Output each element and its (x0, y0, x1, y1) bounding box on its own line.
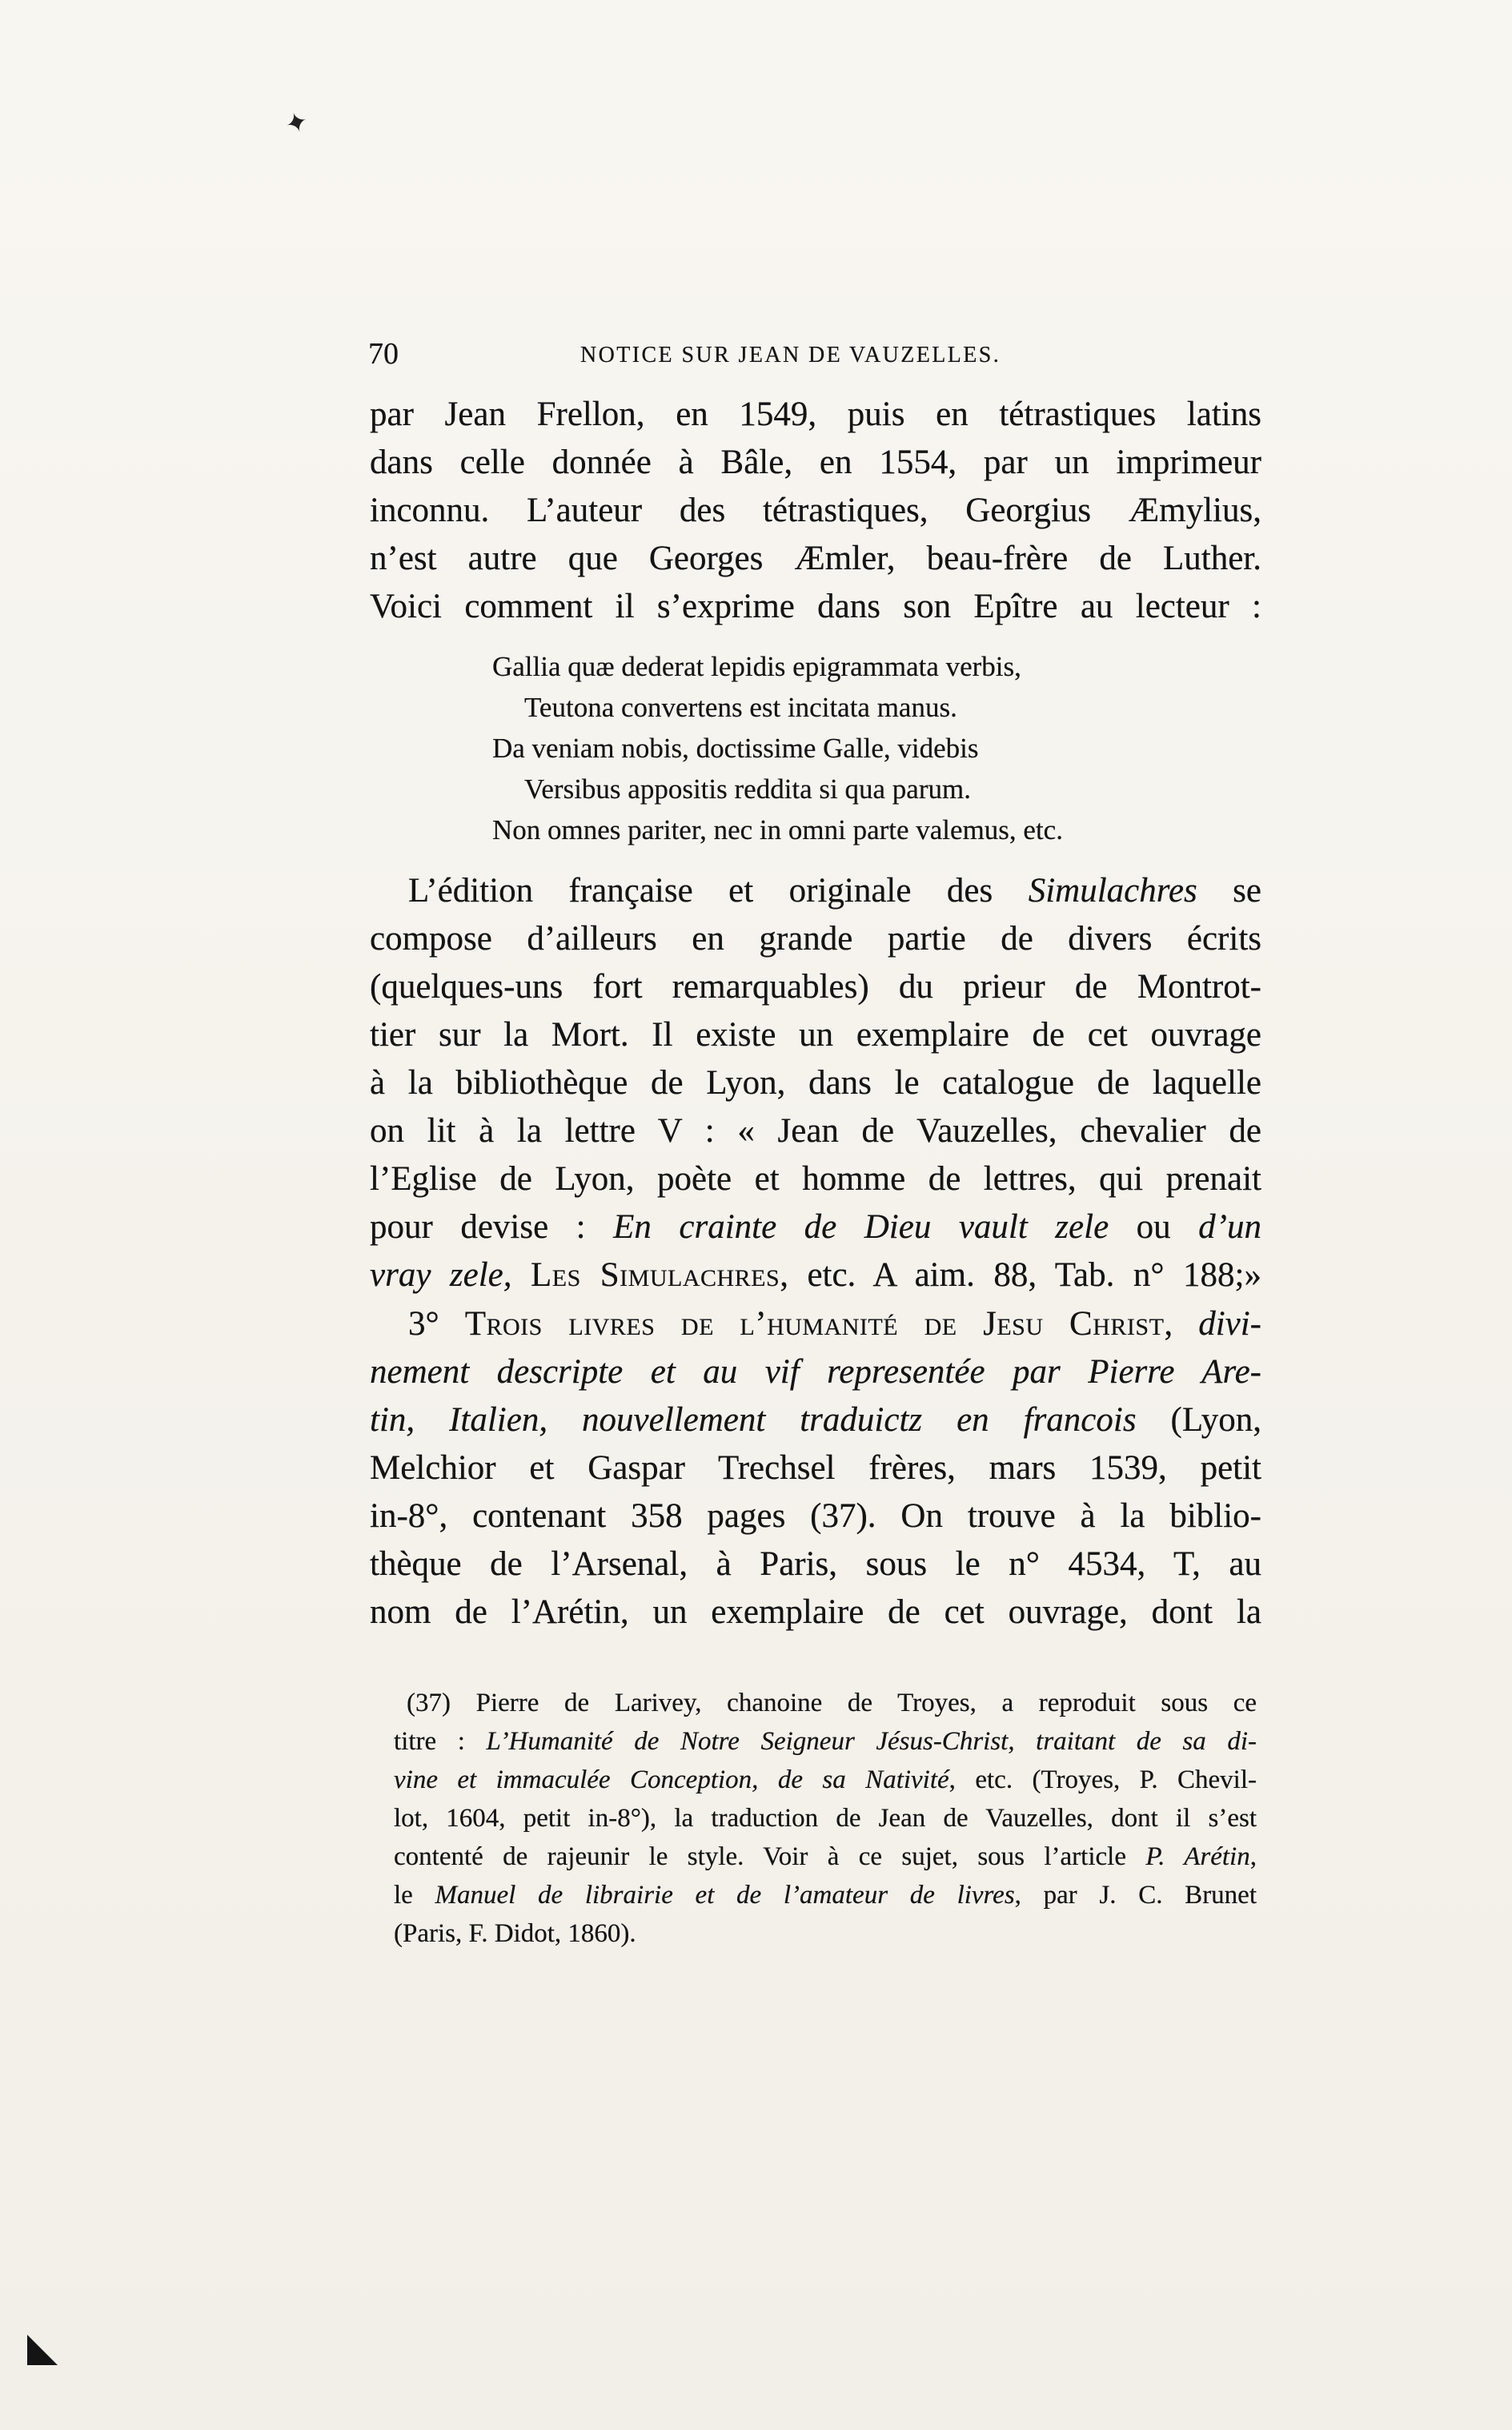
text-line: inconnu. L’auteur des tétrastiques, Georgius Æmylius, (370, 492, 1261, 529)
paragraph-1 (370, 391, 1261, 631)
ink-speck-mark: ✦ (281, 106, 313, 142)
page-number: 70 (368, 337, 399, 371)
paragraph-2 (370, 867, 1261, 1299)
text-line (370, 1203, 1261, 1251)
text-fragment: , etc. A aim. 88, Tab. n° 188;» (780, 1256, 1261, 1294)
text-fragment: (Lyon, (1136, 1401, 1261, 1439)
footnote-line: lot, 1604, petit in-8°), la traduction de Jean de Vauzelles, dont il s’est (394, 1804, 1257, 1833)
text-line (370, 867, 1261, 915)
italic-title: vine et immaculée Conception, de sa Nativité (394, 1765, 949, 1794)
text-line: nom de l’Arétin, un exemplaire de cet ouvrage, dont la (370, 1593, 1261, 1631)
italic-fragment: vray zele, (370, 1256, 512, 1294)
italic-fragment: P. Arétin (1145, 1842, 1250, 1871)
verse-line: Teutona convertens est incitata manus. (524, 692, 957, 723)
text-fragment: , (1164, 1305, 1199, 1343)
italic-fragment: nement descripte et au vif representée par Pierre Are- (370, 1353, 1261, 1391)
paragraph-3 (370, 1300, 1261, 1637)
text-line: Voici comment il s’exprime dans son Epître au lecteur : (370, 588, 1261, 625)
text-line: l’Eglise de Lyon, poète et homme de lettres, qui prenait (370, 1160, 1261, 1198)
text-fragment: , par J. C. Brunet (1014, 1881, 1257, 1910)
text-fragment: L’édition française et originale des (408, 872, 1029, 910)
text-line: dans celle donnée à Bâle, en 1554, par un imprimeur (370, 444, 1261, 481)
footnote-line (394, 1761, 1257, 1799)
page-header (368, 336, 1265, 376)
text-line: Melchior et Gaspar Trechsel frères, mars 1539, petit (370, 1449, 1261, 1487)
text-fragment: pour devise : (370, 1208, 614, 1246)
text-line (370, 1396, 1261, 1444)
text-line: thèque de l’Arsenal, à Paris, sous le n° 4534, T, au (370, 1545, 1261, 1583)
italic-title: Simulachres (1028, 872, 1197, 910)
italic-fragment: divi- (1198, 1305, 1261, 1343)
footnote-line (394, 1722, 1257, 1761)
footnote-line: (Paris, F. Didot, 1860). (394, 1919, 636, 1948)
italic-motto: En crainte de Dieu vault zele (613, 1208, 1109, 1246)
italic-fragment: d’un (1198, 1208, 1261, 1246)
text-line: à la bibliothèque de Lyon, dans le catalogue de laquelle (370, 1064, 1261, 1102)
italic-title: Manuel de librairie et de l’amateur de livres (435, 1881, 1015, 1910)
text-fragment: titre : (394, 1727, 487, 1756)
text-fragment: ou (1109, 1208, 1199, 1246)
text-fragment: se (1197, 872, 1261, 910)
footnote-line (394, 1876, 1257, 1914)
italic-fragment: tin, Italien, nouvellement traduictz en francois (370, 1401, 1137, 1439)
text-line: in-8°, contenant 358 pages (37). On trouve à la biblio- (370, 1497, 1261, 1535)
corner-triangle-mark (27, 2335, 58, 2365)
text-fragment: contenté de rajeunir le style. Voir à ce sujet, sous l’article (394, 1842, 1146, 1871)
text-line: n’est autre que Georges Æmler, beau-frère de Luther. (370, 540, 1261, 577)
text-line: tier sur la Mort. Il existe un exemplaire de cet ouvrage (370, 1016, 1261, 1054)
footnote-line (394, 1684, 1257, 1722)
verse-line: Non omnes pariter, nec in omni parte valemus, etc. (492, 814, 1063, 845)
text-line (370, 1348, 1261, 1396)
verse-line: Da veniam nobis, doctissime Galle, videbis (492, 733, 979, 764)
text-fragment: 3° (408, 1305, 465, 1343)
text-fragment: , etc. (Troyes, P. Chevil- (949, 1765, 1257, 1794)
text-line: par Jean Frellon, en 1549, puis en tétrastiques latins (370, 396, 1261, 433)
latin-verse-quote (492, 646, 1213, 850)
text-fragment: , (1249, 1842, 1257, 1871)
text-line: compose d’ailleurs en grande partie de divers écrits (370, 920, 1261, 958)
smallcaps-title: Les Simulachres (531, 1256, 780, 1294)
smallcaps-title: Trois livres de l’humanité de Jesu Christ (464, 1305, 1165, 1343)
running-head: NOTICE SUR JEAN DE VAUZELLES. (580, 343, 1001, 368)
verse-line: Gallia quæ dederat lepidis epigrammata verbis, (492, 651, 1021, 682)
text-line: (quelques-uns fort remarquables) du prieur de Montrot- (370, 968, 1261, 1006)
text-line (370, 1300, 1261, 1348)
italic-title: L’Humanité de Notre Seigneur Jésus-Christ, traitant de sa di- (486, 1727, 1257, 1756)
footnote-text: (37) Pierre de Larivey, chanoine de Troyes, a reproduit sous ce (407, 1689, 1257, 1717)
text-fragment (512, 1256, 531, 1294)
footnote-37 (394, 1684, 1257, 1953)
verse-line: Versibus appositis reddita si qua parum. (524, 773, 971, 805)
text-line: on lit à la lettre V : « Jean de Vauzelles, chevalier de (370, 1112, 1261, 1150)
text-line (370, 1251, 1261, 1299)
footnote-line (394, 1838, 1257, 1876)
text-fragment: le (394, 1881, 435, 1910)
